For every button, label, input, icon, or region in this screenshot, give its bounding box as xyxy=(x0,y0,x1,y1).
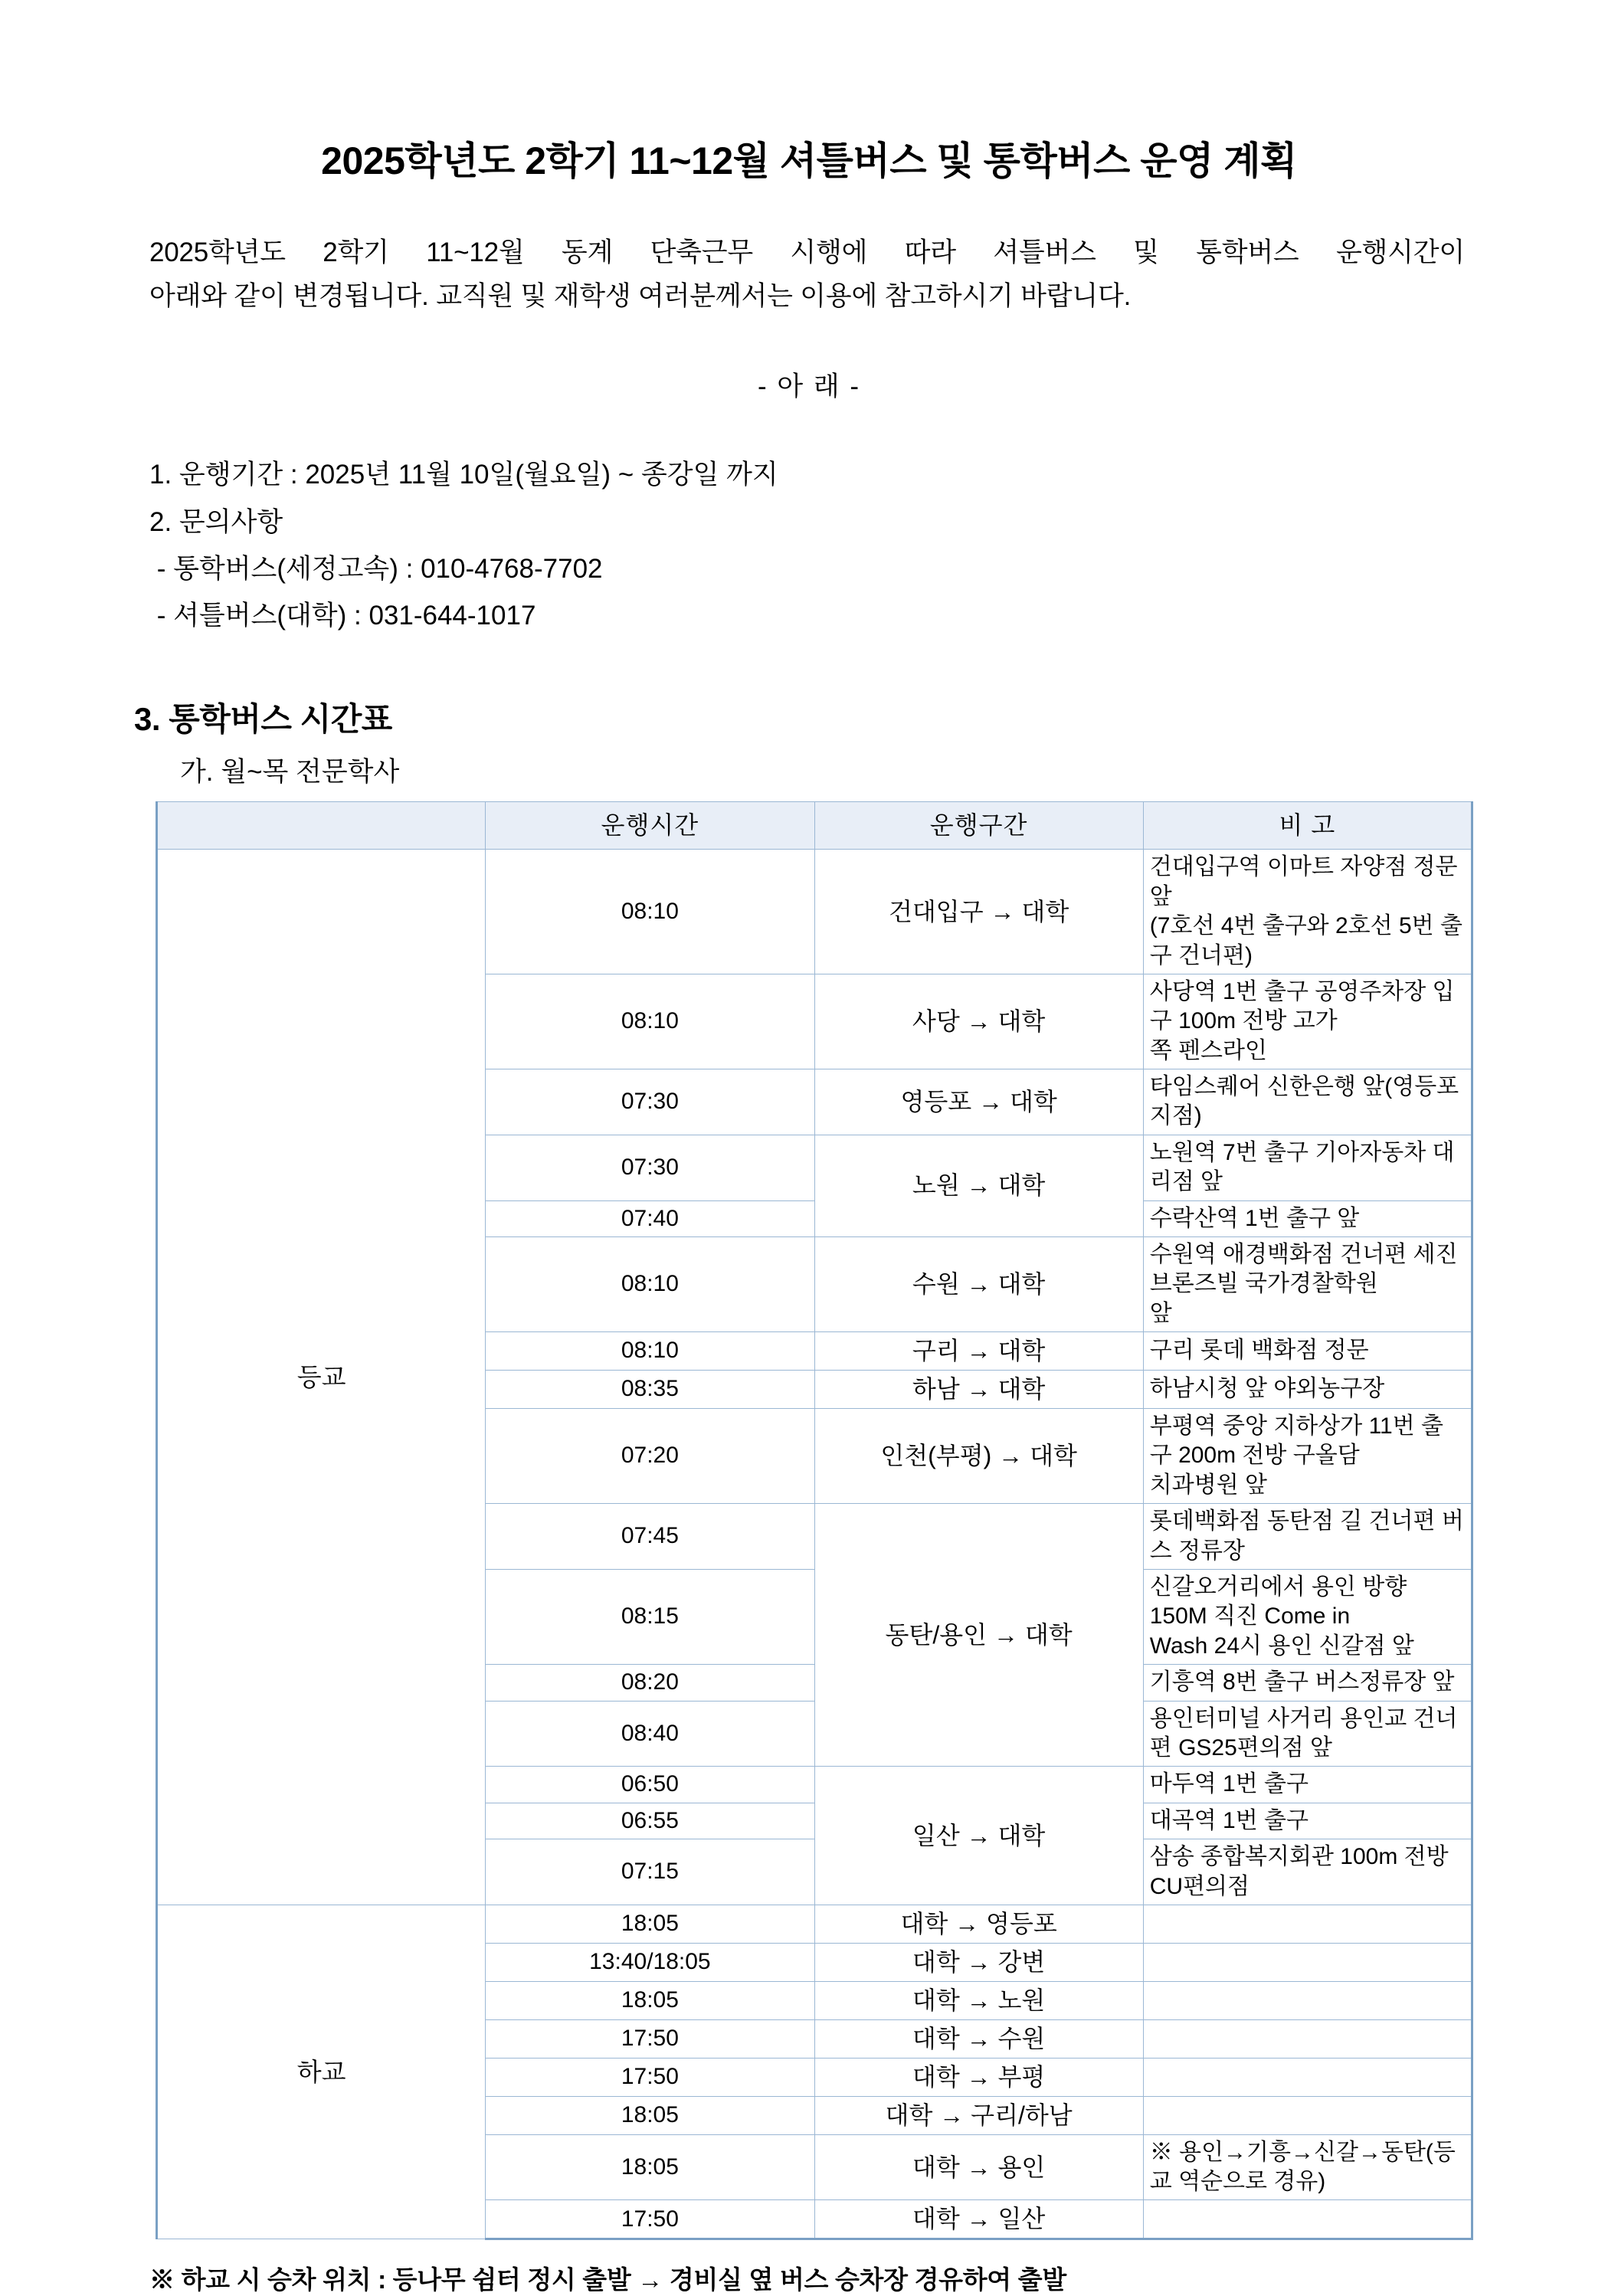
cell-note xyxy=(1143,1905,1472,1943)
table-row xyxy=(157,850,1472,974)
subsection-heading: 가. 월~목 전문학사 xyxy=(180,757,400,788)
intro-paragraph xyxy=(149,231,1465,318)
cell-route: 수원 → 대학 xyxy=(814,1237,1143,1332)
footer-note: ※ 하교 시 승차 위치 : 등나무 쉼터 정시 출발 → 경비실 옆 버스 승차장 경유하여 출발 xyxy=(149,2265,1066,2294)
cell-note xyxy=(1143,2200,1472,2239)
cell-note: 하남시청 앞 야외농구장 xyxy=(1143,1371,1472,1409)
cell-note: 기흥역 8번 출구 버스정류장 앞 xyxy=(1143,1665,1472,1701)
cell-note xyxy=(1143,2058,1472,2096)
cell-time: 17:50 xyxy=(486,2200,814,2239)
list-item-period: 1. 운행기간 : 2025년 11월 10일(월요일) ~ 종강일 까지 xyxy=(149,460,778,490)
list-item-contact-shuttle: - 셔틀버스(대학) : 031-644-1017 xyxy=(149,601,536,631)
cell-time: 13:40/18:05 xyxy=(486,1943,814,1981)
cell-time: 06:55 xyxy=(486,1803,814,1839)
section-heading-timetable: 3. 통학버스 시간표 xyxy=(134,701,392,738)
list-item-contact-commute: - 통학버스(세정고속) : 010-4768-7702 xyxy=(149,553,603,584)
cell-route: 대학 → 구리/하남 xyxy=(814,2096,1143,2134)
cell-time: 18:05 xyxy=(486,2134,814,2200)
cell-time: 17:50 xyxy=(486,2019,814,2058)
cell-note xyxy=(1143,2096,1472,2134)
cell-note: ※ 용인→기흥→신갈→동탄(등교 역순으로 경유) xyxy=(1143,2134,1472,2200)
cell-time: 08:10 xyxy=(486,1332,814,1371)
cell-time: 08:40 xyxy=(486,1701,814,1767)
cell-note: 사당역 1번 출구 공영주차장 입구 100m 전방 고가 쪽 펜스라인 xyxy=(1143,974,1472,1069)
cell-time: 18:05 xyxy=(486,1981,814,2019)
intro-line-1: 2025학년도 2학기 11~12월 동계 단축근무 시행에 따라 셔틀버스 및 통학버스 운행시간이 xyxy=(149,237,1465,267)
cell-note: 노원역 7번 출구 기아자동차 대리점 앞 xyxy=(1143,1135,1472,1200)
cell-note: 타임스퀘어 신한은행 앞(영등포지점) xyxy=(1143,1069,1472,1135)
table-row xyxy=(157,1905,1472,1943)
cell-route: 대학 → 수원 xyxy=(814,2019,1143,2058)
cell-note: 수락산역 1번 출구 앞 xyxy=(1143,1200,1472,1236)
cell-time: 07:15 xyxy=(486,1839,814,1905)
cell-route: 노원 → 대학 xyxy=(814,1135,1143,1236)
cell-note: 용인터미널 사거리 용인교 건너편 GS25편의점 앞 xyxy=(1143,1701,1472,1767)
cell-note xyxy=(1143,1981,1472,2019)
cell-time: 07:30 xyxy=(486,1069,814,1135)
ahrae-marker: - 아 래 - xyxy=(757,372,861,402)
cell-note: 구리 롯데 백화점 정문 xyxy=(1143,1332,1472,1371)
cell-route: 대학 → 일산 xyxy=(814,2200,1143,2239)
cell-route: 사당 → 대학 xyxy=(814,974,1143,1069)
cell-route: 구리 → 대학 xyxy=(814,1332,1143,1371)
cell-note: 부평역 중앙 지하상가 11번 출구 200m 전방 구올담 치과병원 앞 xyxy=(1143,1409,1472,1504)
header-time: 운행시간 xyxy=(486,802,814,850)
page-title: 2025학년도 2학기 11~12월 셔틀버스 및 통학버스 운영 계획 xyxy=(321,139,1297,182)
cell-route: 대학 → 영등포 xyxy=(814,1905,1143,1943)
cell-route: 영등포 → 대학 xyxy=(814,1069,1143,1135)
cell-time: 06:50 xyxy=(486,1767,814,1803)
cell-note: 삼송 종합복지회관 100m 전방 CU편의점 xyxy=(1143,1839,1472,1905)
table-head xyxy=(157,802,1472,850)
cell-time: 07:40 xyxy=(486,1200,814,1236)
cell-note: 신갈오거리에서 용인 방향 150M 직진 Come in Wash 24시 용인 신갈점 앞 xyxy=(1143,1570,1472,1665)
cell-route: 일산 → 대학 xyxy=(814,1767,1143,1905)
cell-time: 08:10 xyxy=(486,974,814,1069)
cell-time: 07:30 xyxy=(486,1135,814,1200)
cell-note: 수원역 애경백화점 건너편 세진브론즈빌 국가경찰학원 앞 xyxy=(1143,1237,1472,1332)
header-route: 운행구간 xyxy=(814,802,1143,850)
intro-line-2: 아래와 같이 변경됩니다. 교직원 및 재학생 여러분께서는 이용에 참고하시기 바랍니다. xyxy=(149,280,1132,311)
cell-route: 인천(부평) → 대학 xyxy=(814,1409,1143,1504)
cell-note xyxy=(1143,1943,1472,1981)
cell-route: 하남 → 대학 xyxy=(814,1371,1143,1409)
cell-route: 동탄/용인 → 대학 xyxy=(814,1504,1143,1767)
cell-route: 대학 → 부평 xyxy=(814,2058,1143,2096)
list-item-contact-head: 2. 문의사항 xyxy=(149,506,283,537)
cell-route: 대학 → 용인 xyxy=(814,2134,1143,2200)
cell-note: 롯데백화점 동탄점 길 건너편 버스 정류장 xyxy=(1143,1504,1472,1570)
cell-note: 마두역 1번 출구 xyxy=(1143,1767,1472,1803)
header-note: 비 고 xyxy=(1143,802,1472,850)
cell-time: 08:20 xyxy=(486,1665,814,1701)
cell-time: 07:45 xyxy=(486,1504,814,1570)
cell-time: 08:35 xyxy=(486,1371,814,1409)
cell-time: 08:15 xyxy=(486,1570,814,1665)
cell-note: 건대입구역 이마트 자양점 정문 앞 (7호선 4번 출구와 2호선 5번 출구 건너편) xyxy=(1143,850,1472,974)
cell-note: 대곡역 1번 출구 xyxy=(1143,1803,1472,1839)
bus-timetable xyxy=(156,801,1473,2240)
cell-time: 07:20 xyxy=(486,1409,814,1504)
cell-time: 17:50 xyxy=(486,2058,814,2096)
cell-route: 대학 → 강변 xyxy=(814,1943,1143,1981)
cell-time: 18:05 xyxy=(486,2096,814,2134)
cell-direction-back: 하교 xyxy=(157,1905,486,2239)
cell-time: 08:10 xyxy=(486,850,814,974)
cell-note xyxy=(1143,2019,1472,2058)
table-header-row xyxy=(157,802,1472,850)
cell-time: 08:10 xyxy=(486,1237,814,1332)
cell-direction-go: 등교 xyxy=(157,850,486,1905)
info-list xyxy=(149,451,1484,639)
cell-route: 건대입구 → 대학 xyxy=(814,850,1143,974)
cell-time: 18:05 xyxy=(486,1905,814,1943)
cell-route: 대학 → 노원 xyxy=(814,1981,1143,2019)
header-direction xyxy=(157,802,486,850)
table-body xyxy=(157,850,1472,2239)
